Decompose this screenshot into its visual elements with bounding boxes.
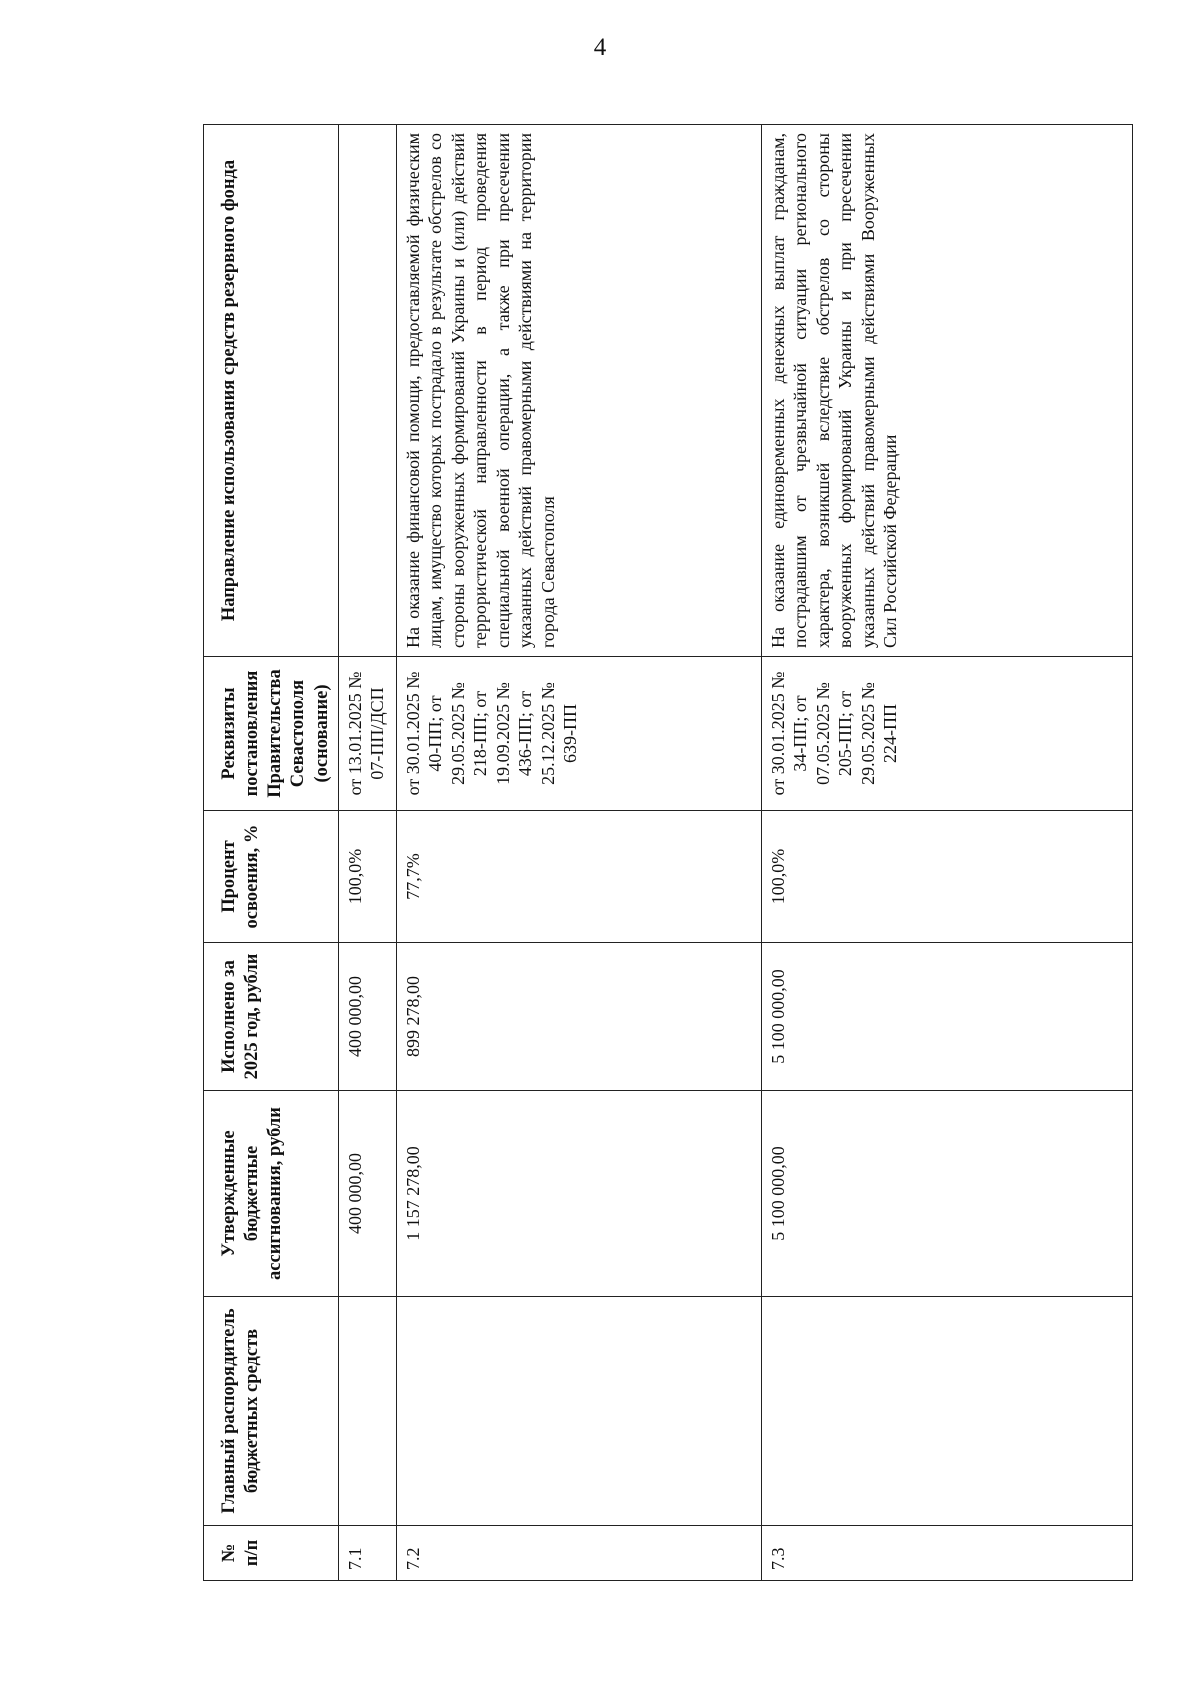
row-manager [761,1297,1132,1526]
reserve-fund-table [203,124,1133,1581]
row-executed: 899 278,00 [396,943,761,1091]
header-manager: Главный распорядитель бюджетных средств [204,1297,339,1526]
header-approved: Утвержденные бюджетные ассигнования, рубли [204,1091,339,1297]
row-direction: На оказание финансовой помощи, предоставляемой физическим лицам, имущество которых пострадало в результате обстрелов со стороны вооруженных формирований Украины и (или) действий террористической направленности в период проведения специальной военной операции, а также при пресечении указанных действий правомерными действиями на территории города Севастополя [396,125,761,657]
row-percent: 100,0% [761,811,1132,943]
row-details: от 30.01.2025 № 40-ПП; от 29.05.2025 № 218-ПП; от 19.09.2025 № 436-ПП; от 25.12.2025 № 639-ПП [396,657,761,811]
row-direction [338,125,396,657]
row-manager [396,1297,761,1526]
row-direction: На оказание единовременных денежных выплат гражданам, пострадавшим от чрезвычайной ситуации регионального характера, возникшей вследствие обстрелов со стороны вооруженных формирований Украины и при пресечении указанных действий правомерными действиями Вооруженных Сил Российской Федерации [761,125,1132,657]
header-num: № п/п [204,1526,339,1581]
row-approved: 5 100 000,00 [761,1091,1132,1297]
row-details: от 30.01.2025 № 34-ПП; от 07.05.2025 № 205-ПП; от 29.05.2025 № 224-ПП [761,657,1132,811]
table-row [761,125,1132,1581]
row-percent: 100,0% [338,811,396,943]
row-approved: 1 157 278,00 [396,1091,761,1297]
row-percent: 77,7% [396,811,761,943]
header-percent: Процент освоения, % [204,811,339,943]
row-num: 7.1 [338,1526,396,1581]
header-direction: Направление использования средств резервного фонда [204,125,339,657]
table-header-row [204,125,339,1581]
row-details: от 13.01.2025 № 07-ПП/ДСП [338,657,396,811]
header-details: Реквизиты постановления Правительства Севастополя (основание) [204,657,339,811]
header-executed: Исполнено за 2025 год, рубли [204,943,339,1091]
page-number: 4 [593,34,607,61]
table-row [338,125,396,1581]
row-manager [338,1297,396,1526]
row-executed: 5 100 000,00 [761,943,1132,1091]
row-approved: 400 000,00 [338,1091,396,1297]
row-num: 7.3 [761,1526,1132,1581]
rotated-table-container [203,125,1133,1581]
row-num: 7.2 [396,1526,761,1581]
table-row [396,125,761,1581]
row-executed: 400 000,00 [338,943,396,1091]
